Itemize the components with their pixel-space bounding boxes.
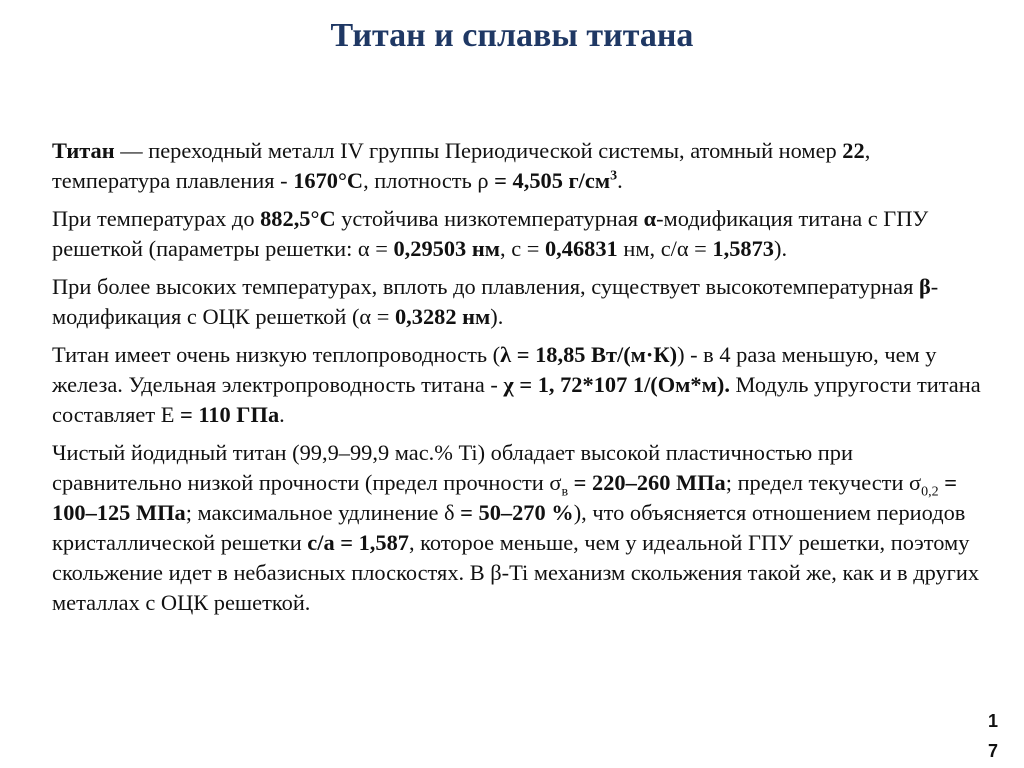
text-run: При более высоких температурах, вплоть до плавления, существует высокотемпературная	[52, 274, 919, 299]
text-run: Модуль упругости титана составляет Е	[52, 372, 981, 427]
text-run: При температурах до	[52, 206, 261, 231]
paragraph-beta-modification	[52, 272, 982, 332]
text-run: ).	[774, 236, 788, 261]
elastic-modulus: = 110 ГПа	[179, 402, 280, 427]
paragraph-titanium-definition	[52, 136, 982, 196]
melting-point: 1670°С	[293, 168, 364, 193]
text-run: -модификация с ОЦК решеткой (α =	[52, 274, 939, 329]
page-number: 17	[987, 711, 998, 761]
lattice-ratio: 1,5873	[712, 236, 774, 261]
lattice-param-c: 0,46831	[544, 236, 618, 261]
text-run: нм, с/α =	[617, 236, 713, 261]
atomic-number: 22	[842, 138, 865, 163]
text-run: Титан имеет очень низкую теплопроводность (	[52, 342, 501, 367]
transition-temperature: 882,5°С	[260, 206, 336, 231]
text-run: ; максимальное удлинение δ	[185, 500, 461, 525]
paragraph-mechanical-properties	[52, 438, 982, 618]
subscript: в	[561, 484, 569, 500]
beta-lattice-param: 0,3282 нм	[394, 304, 491, 329]
thermal-conductivity: λ = 18,85 Вт/(м·К)	[500, 342, 678, 367]
paragraph-alpha-modification	[52, 204, 982, 264]
beta-symbol: β	[919, 274, 931, 299]
text-run: ; предел текучести σ	[725, 470, 922, 495]
slide-body	[52, 136, 982, 626]
text-run: ) - в 4 раза меньшую, чем у железа. Удельная электропроводность титана -	[52, 342, 937, 397]
text-run: Чистый йодидный титан (99,9–99,9 мас.% Ti) обладает высокой пластичностью при сравнительно низкой прочности (предел прочности σ	[52, 440, 853, 495]
tensile-strength: = 220–260 МПа	[568, 470, 726, 495]
yield-strength: = 100–125 МПа	[52, 470, 957, 525]
density-value: = 4,505 $г/см^3$	[494, 168, 618, 193]
text-run: , плотность ρ	[363, 168, 495, 193]
lead-term: Титан	[52, 138, 115, 163]
text-run: ).	[490, 304, 504, 329]
text-run: .	[617, 168, 623, 193]
text-run: , температура плавления -	[52, 138, 871, 193]
text-run: , которое меньше, чем у идеальной ГПУ решетки, поэтому скольжение идет в небазисных плоскостях. В β-Ti механизм скольжения такой же, как и в других металлах с ОЦК решеткой.	[52, 530, 980, 615]
text-run: .	[279, 402, 285, 427]
lattice-param-a: 0,29503 нм	[393, 236, 500, 261]
elongation: = 50–270 %	[460, 500, 574, 525]
text-run: ), что объясняется отношением периодов кристаллической решетки	[52, 500, 966, 555]
text-run: , с =	[500, 236, 545, 261]
ca-ratio: с/а = 1,587	[307, 530, 409, 555]
text-run: -модификация титана с ГПУ решеткой (параметры решетки: α =	[52, 206, 929, 261]
slide-title: Титан и сплавы титана	[330, 17, 694, 54]
alpha-symbol: α	[643, 206, 657, 231]
superscript: 3	[610, 168, 618, 184]
paragraph-conductivity	[52, 340, 982, 430]
text-run: — переходный металл IV группы Периодической системы, атомный номер	[114, 138, 843, 163]
subscript: 0,2	[921, 484, 939, 500]
text-run: устойчива низкотемпературная	[335, 206, 644, 231]
electrical-conductivity: χ = 1, 72*107 1/(Ом*м).	[503, 372, 730, 397]
